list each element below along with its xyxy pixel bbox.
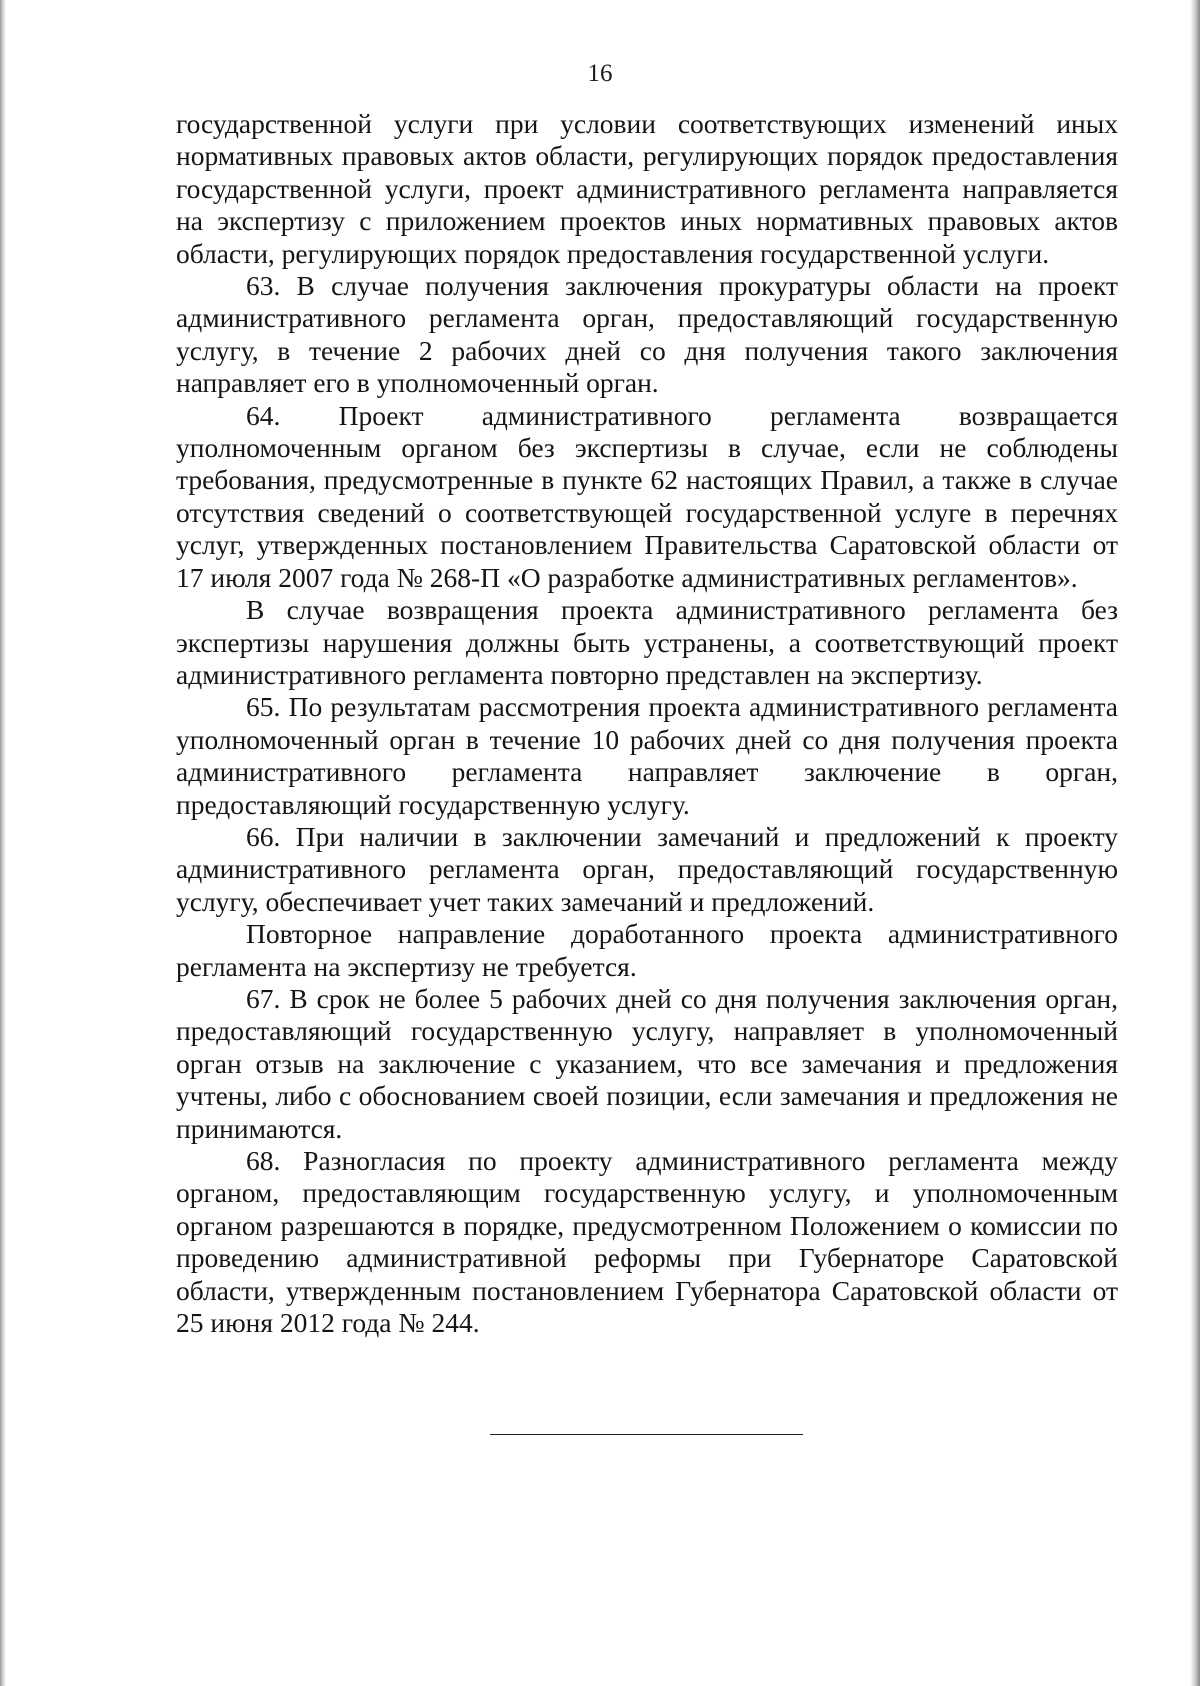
paragraph-63: 63. В случае получения заключения прокуратуры области на проект административного регламента орган, предоставляющий государственную услугу, в течение 2 рабочих дней со дня получения такого заключения направляет его в уполномоченный орган. — [176, 270, 1118, 399]
paragraph-66-repeat: Повторное направление доработанного проекта административного регламента на экспертизу не требуется. — [176, 918, 1118, 982]
scan-edge-right — [1190, 0, 1200, 1686]
paragraph-64: 64. Проект административного регламента возвращается уполномоченным органом без экспертизы в случае, если не соблюдены требования, предусмотренные в пункте 62 настоящих Правил, а также в случае отсутствия сведений о соответствующей государственной услуге в перечнях услуг, утвержденных постановлением Правительства Саратовской области от 17 июля 2007 года № 268-П «О разработке административных регламентов». — [176, 399, 1118, 593]
paragraph-64-return: В случае возвращения проекта административного регламента без экспертизы нарушения должны быть устранены, а соответствующий проект административного регламента повторно представлен на экспертизу. — [176, 594, 1118, 690]
scan-edge-left — [0, 0, 6, 1686]
paragraph-67: 67. В срок не более 5 рабочих дней со дня получения заключения орган, предоставляющий государственную услугу, направляет в уполномоченный орган отзыв на заключение с указанием, что все замечания и предложения учтены, либо с обоснованием своей позиции, если замечания и предложения не принимаются. — [176, 982, 1118, 1144]
paragraph-66: 66. При наличии в заключении замечаний и предложений к проекту административного регламента орган, предоставляющий государственную услугу, обеспечивает учет таких замечаний и предложений. — [176, 820, 1118, 917]
paragraph-65: 65. По результатам рассмотрения проекта административного регламента уполномоченный орган в течение 10 рабочих дней со дня получения проекта административного регламента направляет заключение в орган, предоставляющий государственную услугу. — [176, 691, 1118, 820]
document-body — [176, 108, 1118, 1339]
closing-divider — [490, 1434, 803, 1435]
paragraph-68: 68. Разногласия по проекту административного регламента между органом, предоставляющим государственную услугу, и уполномоченным органом разрешаются в порядке, предусмотренном Положением о комиссии по проведению административной реформы при Губернаторе Саратовской области, утвержденным постановлением Губернатора Саратовской области от 25 июня 2012 года № 244. — [176, 1145, 1118, 1339]
paragraph-continuation: государственной услуги при условии соответствующих изменений иных нормативных правовых актов области, регулирующих порядок предоставления государственной услуги, проект административного регламента направляется на экспертизу с приложением проектов иных нормативных правовых актов области, регулирующих порядок предоставления государственной услуги. — [176, 108, 1118, 269]
page-number: 16 — [587, 60, 613, 87]
